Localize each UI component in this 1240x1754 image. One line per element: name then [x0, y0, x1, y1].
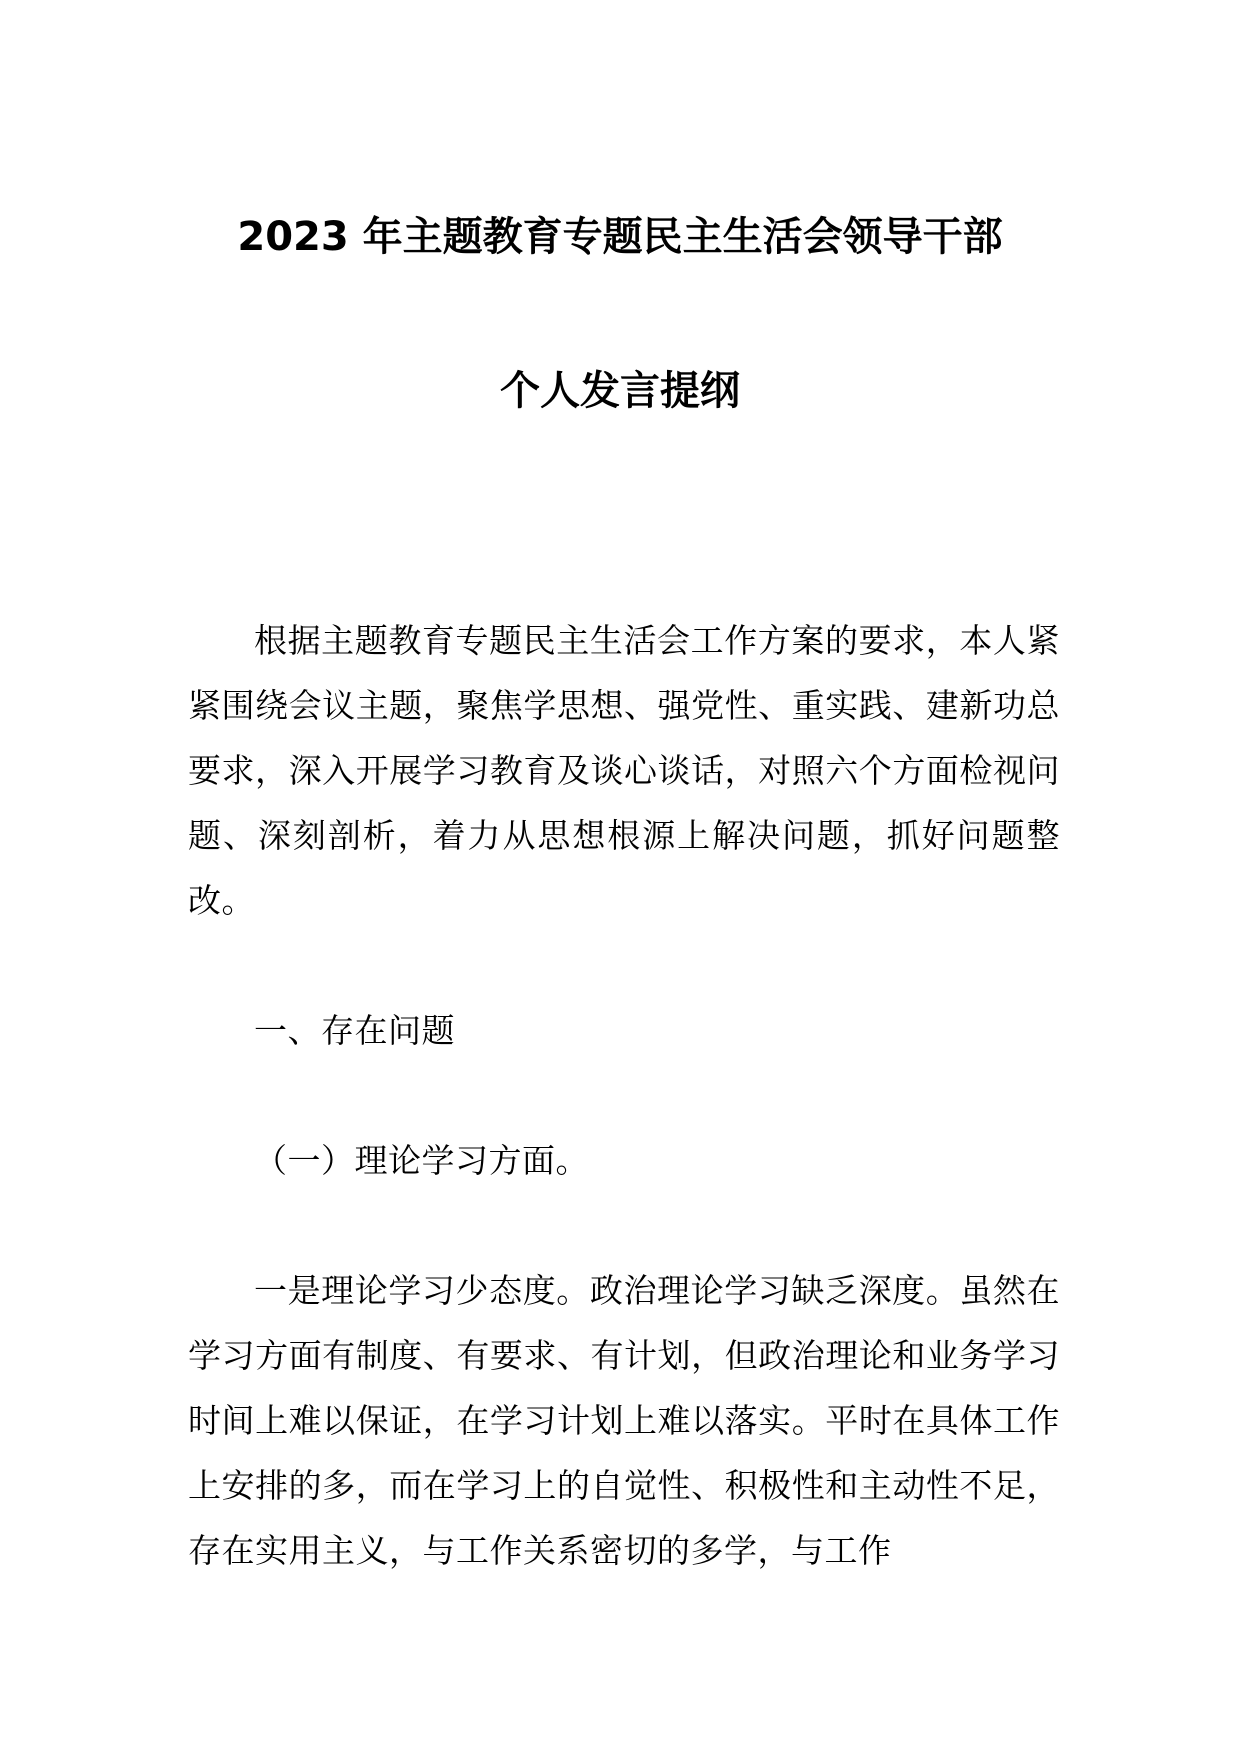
intro-paragraph: 根据主题教育专题民主生活会工作方案的要求，本人紧紧围绕会议主题，聚焦学思想、强党性、重实践、建新功总要求，深入开展学习教育及谈心谈话，对照六个方面检视问题、深刻剖析，着力从思想根源上解决问题，抓好问题整改。: [188, 621, 1060, 920]
document-title-line-2: 个人发言提纲: [500, 368, 740, 414]
document-title-line-1: 2023 年主题教育专题民主生活会领导干部: [237, 214, 1003, 260]
subsection-heading: （一）理论学习方面。: [254, 1141, 589, 1180]
section-heading: 一、存在问题: [254, 1011, 455, 1050]
body-paragraph: 一是理论学习少态度。政治理论学习缺乏深度。虽然在学习方面有制度、有要求、有计划，但政治理论和业务学习时间上难以保证，在学习计划上难以落实。平时在具体工作上安排的多，而在学习上的自觉性、积极性和主动性不足，存在实用主义，与工作关系密切的多学，与工作: [188, 1271, 1060, 1570]
